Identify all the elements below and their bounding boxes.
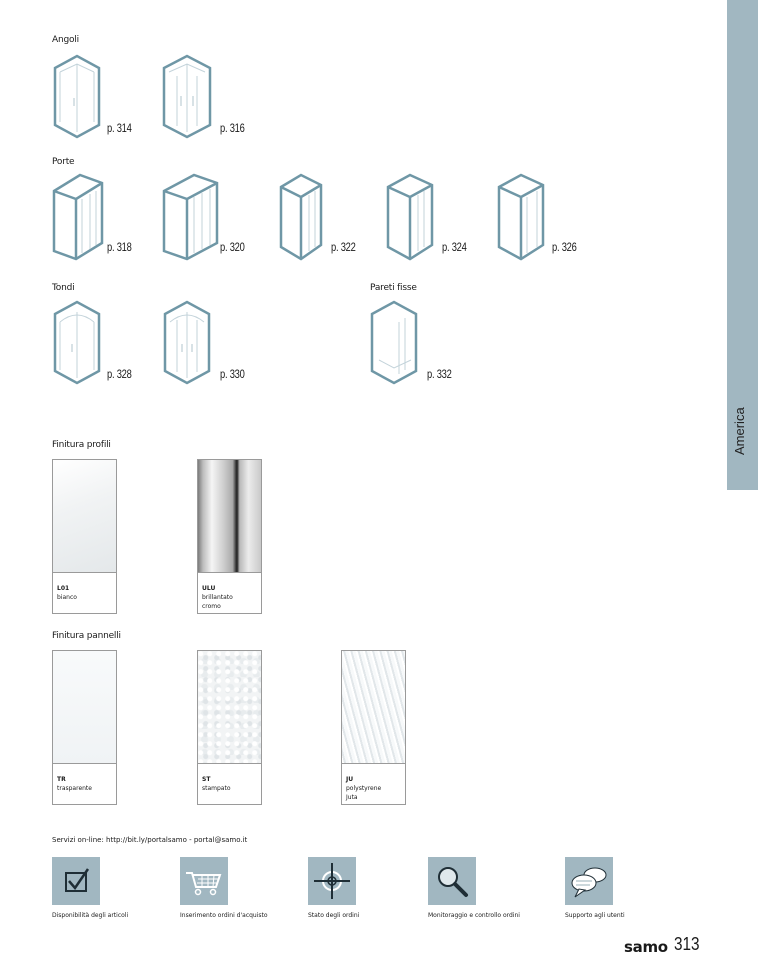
product-angolo-1[interactable] [52,54,102,140]
page-ref-320: p. 320 [220,240,245,254]
service-availability-button[interactable] [52,857,100,905]
door-shower-icon [497,173,545,261]
panel-sample [198,651,261,764]
round-shower-icon [52,300,102,386]
product-angolo-2[interactable] [161,54,213,140]
product-parete-fissa[interactable] [369,300,419,386]
service-label: Disponibilità degli articoli [52,912,129,919]
panel-sample [342,651,405,764]
cart-icon [180,857,228,905]
page-ref-316: p. 316 [220,121,245,135]
service-label: Stato degli ordini [308,912,360,919]
product-porta-3[interactable] [279,173,323,261]
panel-name: stampato [202,785,231,792]
side-tab [727,0,758,490]
section-title-tondi: Tondi [52,283,75,293]
service-order-status-button[interactable] [308,857,356,905]
brand-logo: samo [624,938,668,956]
page-ref-326: p. 326 [552,240,577,254]
page-ref-332: p. 332 [427,367,452,381]
finish-name-2: cromo [202,603,221,610]
section-title-finitura-pannelli: Finitura pannelli [52,631,121,641]
page-number: 313 [674,934,700,954]
page-ref-330: p. 330 [220,367,245,381]
finish-swatch-l01 [52,459,117,614]
service-order-entry-button[interactable] [180,857,228,905]
finish-code: L01 [57,585,70,592]
panel-name-2: Juta [346,794,358,801]
panel-swatch-tr [52,650,117,805]
panel-code: JU [346,776,354,783]
finish-swatch-ulu [197,459,262,614]
side-tab-label: America [732,407,747,455]
product-porta-1[interactable] [52,173,104,261]
corner-shower-icon [52,54,102,140]
product-tondo-2[interactable] [162,300,212,386]
door-shower-icon [162,173,219,261]
panel-code: ST [202,776,211,783]
fixed-panel-icon [369,300,419,386]
page-ref-328: p. 328 [107,367,132,381]
corner-shower-icon [161,54,213,140]
door-shower-icon [279,173,323,261]
page-ref-324: p. 324 [442,240,467,254]
magnifier-icon [428,857,476,905]
door-shower-icon [52,173,104,261]
service-label: Monitoraggio e controllo ordini [428,912,520,919]
checkbox-icon [52,857,100,905]
service-monitoring-button[interactable] [428,857,476,905]
panel-code: TR [57,776,66,783]
chat-bubbles-icon [565,857,613,905]
round-shower-icon [162,300,212,386]
finish-sample [53,460,116,573]
door-shower-icon [386,173,434,261]
product-tondo-1[interactable] [52,300,102,386]
page-ref-314: p. 314 [107,121,132,135]
panel-sample [53,651,116,764]
finish-name: bianco [57,594,77,601]
product-porta-5[interactable] [497,173,545,261]
finish-name: brillantato [202,594,233,601]
crosshair-icon [308,857,356,905]
service-support-button[interactable] [565,857,613,905]
services-header: Servizi on-line: http://bit.ly/portalsamo - portal@samo.it [52,836,248,844]
panel-swatch-st [197,650,262,805]
finish-code: ULU [202,585,216,592]
section-title-pareti-fisse: Pareti fisse [370,283,417,293]
section-title-angoli: Angoli [52,35,79,45]
service-label: Inserimento ordini d'acquisto [180,912,268,919]
panel-name: polystyrene [346,785,382,792]
page-ref-318: p. 318 [107,240,132,254]
page-ref-322: p. 322 [331,240,356,254]
service-label: Supporto agli utenti [565,912,625,919]
section-title-porte: Porte [52,157,75,167]
product-porta-2[interactable] [162,173,219,261]
panel-swatch-ju [341,650,406,805]
panel-name: trasparente [57,785,92,792]
finish-sample [198,460,261,573]
section-title-finitura-profili: Finitura profili [52,440,111,450]
product-porta-4[interactable] [386,173,434,261]
